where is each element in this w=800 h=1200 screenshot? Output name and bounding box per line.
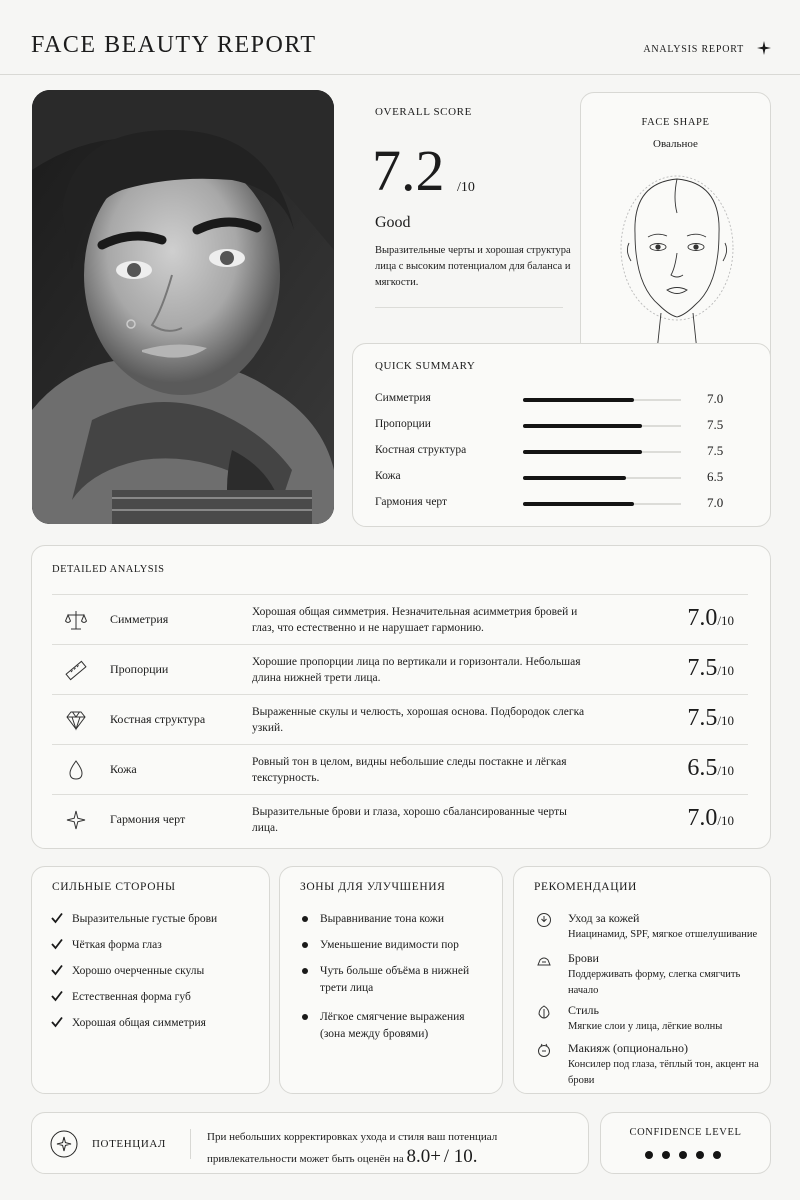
bullet-icon — [302, 968, 308, 974]
analysis-name: Пропорции — [110, 662, 169, 676]
summary-value: 7.0 — [707, 391, 724, 406]
potential-card — [31, 1112, 589, 1174]
strength-text: Хорошая общая симметрия — [72, 1017, 206, 1029]
bullet-icon — [302, 942, 308, 948]
face-outline-illustration — [615, 173, 739, 353]
analysis-score — [687, 705, 734, 732]
makeup-icon — [536, 1042, 552, 1058]
overall-divider — [375, 307, 563, 308]
summary-bar-track — [523, 503, 681, 505]
report-title: FACE BEAUTY REPORT — [31, 32, 317, 58]
analysis-score-max: /10 — [717, 613, 734, 628]
potential-label: ПОТЕНЦИАЛ — [92, 1138, 166, 1150]
analysis-name: Костная структура — [110, 712, 206, 726]
summary-row — [375, 496, 755, 516]
recommendation-title: Стиль — [568, 1003, 599, 1017]
analysis-score-value: 7.0 — [687, 605, 718, 631]
analysis-row — [52, 794, 748, 844]
summary-row — [375, 444, 755, 464]
overall-score-label: OVERALL SCORE — [375, 106, 472, 118]
droplet-icon — [64, 758, 88, 782]
bullet-icon — [302, 1014, 308, 1020]
confidence-card — [600, 1112, 771, 1174]
scales-icon — [64, 608, 88, 632]
analysis-name: Симметрия — [110, 612, 169, 626]
ruler-icon — [64, 658, 88, 682]
improvement-text: Выравнивание тона кожи — [320, 913, 444, 925]
potential-text — [207, 1127, 577, 1169]
confidence-title: CONFIDENCE LEVEL — [629, 1127, 742, 1138]
improvement-text: Чуть больше объёма в нижней трети лица — [320, 965, 470, 994]
summary-bar-fill — [523, 398, 634, 402]
analysis-description: Ровный тон в целом, видны небольшие следы постакне и лёгкая текстурность. — [252, 756, 567, 784]
analysis-score-value: 6.5 — [687, 755, 718, 781]
recommendations-title: РЕКОМЕНДАЦИИ — [534, 881, 637, 893]
face-shape-value: Овальное — [653, 138, 698, 150]
analysis-score-max: /10 — [717, 713, 734, 728]
analysis-row — [52, 594, 748, 644]
recommendation-description: Консилер под глаза, тёплый тон, акцент на брови — [568, 1059, 759, 1086]
summary-bar-track — [523, 399, 681, 401]
analysis-score-value: 7.5 — [687, 705, 718, 731]
summary-bar-track — [523, 477, 681, 479]
analysis-score-max: /10 — [717, 763, 734, 778]
summary-label: Гармония черт — [375, 496, 448, 508]
summary-value: 6.5 — [707, 469, 724, 484]
analysis-score-value: 7.5 — [687, 655, 718, 681]
bullet-icon — [302, 916, 308, 922]
confidence-dot — [679, 1151, 687, 1159]
analysis-score-max: /10 — [717, 663, 734, 678]
improvements-card — [279, 866, 503, 1094]
potential-description: При небольших корректировках ухода и стиля ваш потенциал привлекательности может быть оценён на — [207, 1131, 498, 1165]
overall-rating: Good — [375, 214, 411, 231]
potential-divider — [190, 1129, 191, 1159]
detailed-analysis-title: DETAILED ANALYSIS — [52, 564, 165, 575]
face-shape-title: FACE SHAPE — [641, 117, 710, 128]
analysis-score-max: /10 — [717, 813, 734, 828]
overall-score-max: /10 — [457, 180, 475, 195]
recommendation-title: Брови — [568, 951, 599, 965]
face-shape-card — [580, 92, 771, 369]
recommendations-card — [513, 866, 771, 1094]
summary-bar-fill — [523, 450, 642, 454]
analysis-row — [52, 644, 748, 694]
summary-label: Симметрия — [375, 392, 431, 404]
strengths-card — [31, 866, 270, 1094]
overall-description: Выразительные черты и хорошая структура лица с высоким потенциалом для баланса и мягкости. — [375, 245, 571, 288]
confidence-dot — [696, 1151, 704, 1159]
summary-bar-fill — [523, 502, 634, 506]
quick-summary-title: QUICK SUMMARY — [375, 360, 476, 372]
improvement-text: Уменьшение видимости пор — [320, 939, 459, 951]
recommendation-description: Мягкие слои у лица, лёгкие волны — [568, 1021, 723, 1032]
summary-bar-fill — [523, 476, 626, 480]
summary-label: Костная структура — [375, 444, 467, 456]
summary-row — [375, 392, 755, 412]
skincare-icon — [536, 912, 552, 928]
checkmark-icon — [50, 963, 64, 977]
analysis-score — [687, 755, 734, 782]
analysis-description: Хорошие пропорции лица по вертикали и горизонтали. Небольшая длина нижней трети лица. — [252, 656, 581, 684]
header-divider — [0, 74, 800, 75]
confidence-dot — [713, 1151, 721, 1159]
checkmark-icon — [50, 937, 64, 951]
summary-value: 7.0 — [707, 495, 724, 510]
checkmark-icon — [50, 989, 64, 1003]
report-subtitle: ANALYSIS REPORT — [643, 44, 744, 55]
analysis-description: Хорошая общая симметрия. Незначительная асимметрия бровей и глаз, что естественно и не нарушает гармонию. — [252, 606, 578, 634]
recommendation-title: Макияж (опционально) — [568, 1041, 689, 1055]
analysis-score-value: 7.0 — [687, 805, 718, 831]
strength-text: Естественная форма губ — [72, 991, 191, 1003]
improvement-text: Лёгкое смягчение выражения (зона между бровями) — [320, 1011, 465, 1040]
checkmark-icon — [50, 1015, 64, 1029]
recommendation-description: Поддерживать форму, слегка смягчить начало — [568, 969, 741, 996]
analysis-score — [687, 655, 734, 682]
confidence-dot — [645, 1151, 653, 1159]
summary-row — [375, 418, 755, 438]
summary-label: Пропорции — [375, 418, 431, 430]
detailed-analysis-card — [31, 545, 771, 849]
style-icon — [536, 1004, 552, 1020]
analysis-score — [687, 605, 734, 632]
portrait-photo — [32, 90, 334, 524]
summary-value: 7.5 — [707, 443, 724, 458]
summary-value: 7.5 — [707, 417, 724, 432]
analysis-description: Выразительные брови и глаза, хорошо сбалансированные черты лица. — [252, 806, 567, 834]
summary-row — [375, 470, 755, 490]
analysis-description: Выраженные скулы и челюсть, хорошая основа. Подбородок слегка узкий. — [252, 706, 585, 734]
summary-bar-fill — [523, 424, 642, 428]
sparkle-icon — [756, 40, 772, 56]
summary-bar-track — [523, 451, 681, 453]
quick-summary-card — [352, 343, 771, 527]
brow-icon — [536, 952, 552, 968]
analysis-row — [52, 694, 748, 744]
analysis-row — [52, 744, 748, 794]
strengths-title: СИЛЬНЫЕ СТОРОНЫ — [52, 881, 176, 893]
strength-text: Выразительные густые брови — [72, 913, 218, 925]
analysis-name: Гармония черт — [110, 812, 186, 826]
summary-bar-track — [523, 425, 681, 427]
recommendation-description: Ниацинамид, SPF, мягкое отшелушивание — [568, 929, 758, 940]
confidence-dot — [662, 1151, 670, 1159]
summary-label: Кожа — [375, 470, 401, 482]
checkmark-icon — [50, 911, 64, 925]
improvements-title: ЗОНЫ ДЛЯ УЛУЧШЕНИЯ — [300, 881, 446, 893]
potential-value: 8.0+ — [406, 1146, 441, 1167]
sparkle-circle-icon — [50, 1130, 78, 1158]
overall-score-value: 7.2 — [372, 138, 445, 203]
sparkle-icon — [64, 808, 88, 832]
recommendation-title: Уход за кожей — [568, 911, 640, 925]
analysis-name: Кожа — [110, 762, 137, 776]
strength-text: Чёткая форма глаз — [72, 939, 162, 951]
strength-text: Хорошо очерченные скулы — [72, 965, 205, 977]
diamond-icon — [64, 708, 88, 732]
analysis-score — [687, 805, 734, 832]
potential-suffix: / 10. — [443, 1146, 478, 1167]
